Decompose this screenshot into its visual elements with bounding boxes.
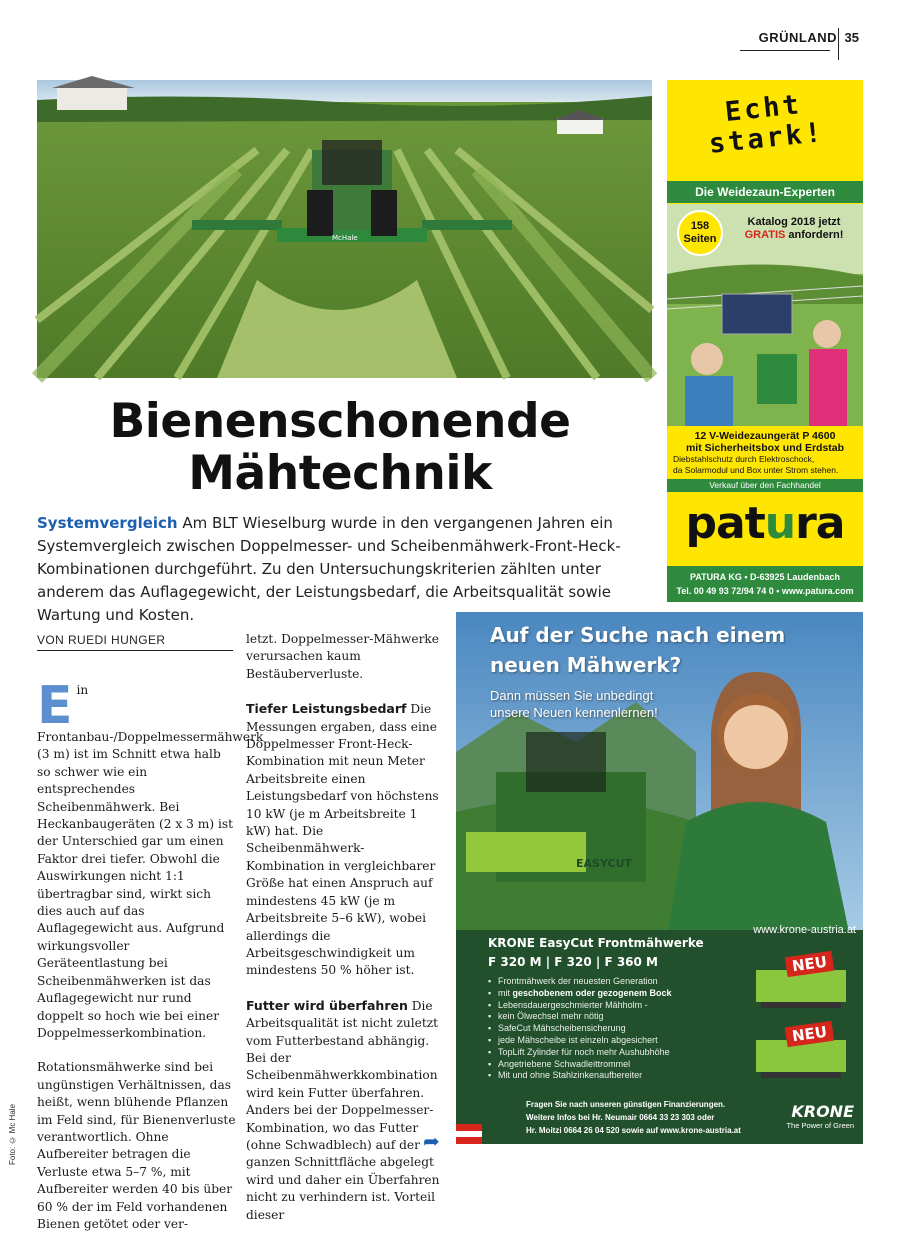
list-item: ▪ Mit und ohne Stahlzinkenaufbereiter (488, 1070, 728, 1082)
paragraph (246, 700, 442, 980)
paragraph-text: in Frontanbau-/Doppelmessermähwerk (3 m) ist im Schnitt etwa halb so schwer wie ein entsprechendes Scheibenmähwerk. Bei Heckanbaugeräten (2 x 3 m) ist der Unterschied gar um einen Faktor drei tiefer. Obwohl die Auswirkungen nicht 1:1 übertragbar sind, wirkt sich dies auch auf das Auflagegewicht aus. Aufgrund wirkungsvoller Geräteentlastung bei Scheibenmähwerken ist das Auflagegewicht nur rund doppelt so hoch wie bei einer Doppelmesserkombination. (37, 683, 264, 1040)
paragraph (246, 997, 442, 1224)
ad-band: Die Weidezaun-Experten (667, 181, 863, 203)
sub-line-2: unsere Neuen kennenlernen! (490, 705, 658, 720)
header-divider (838, 28, 839, 60)
austria-flag-icon (456, 1124, 482, 1144)
badge-label: Seiten (683, 233, 717, 245)
photo-credit: Foto: © Mc Hale (8, 1103, 17, 1165)
product-note-2: da Solarmodul und Box unter Strom stehen. (673, 465, 839, 475)
section-underline (740, 50, 830, 51)
product-name: KRONE EasyCut Frontmähwerke (488, 936, 704, 950)
article-column-2 (246, 631, 442, 1241)
badge-number: 158 (690, 220, 710, 232)
list-item: ▪ SafeCut Mähscheibensicherung (488, 1023, 728, 1035)
tractor-mowing-photo (37, 80, 652, 378)
product-models: F 320 M | F 320 | F 360 M (488, 955, 658, 969)
product-extra: mit Sicherheitsbox und Erdstab (685, 442, 845, 454)
subheading: Tiefer Leistungsbedarf (246, 701, 407, 717)
product-title (488, 934, 704, 972)
finance-line-2: Weitere Infos bei Hr. Neumair 0664 33 23 303 oder (526, 1113, 715, 1122)
promo-highlight: GRATIS (744, 229, 786, 241)
ad-contact (667, 566, 863, 602)
drop-cap: E (37, 676, 73, 736)
headline-line-1: Auf der Suche nach einem (490, 623, 786, 647)
list-item: ▪ kein Ölwechsel mehr nötig (488, 1011, 728, 1023)
article-title (60, 396, 620, 500)
section-label: GRÜNLAND (758, 30, 837, 45)
list-item: ▪ Lebensdauergeschmierter Mähholm - (488, 1000, 728, 1012)
headline-line-2: neuen Mähwerk? (490, 653, 682, 677)
dealer-note: Verkauf über den Fachhandel (667, 479, 863, 492)
paragraph (37, 676, 264, 1042)
slogan-line-2: stark! (707, 116, 826, 160)
article-lead (37, 512, 657, 627)
page-number: 35 (844, 30, 859, 45)
promo-line-1: Katalog 2018 jetzt (747, 216, 841, 228)
catalog-promo (729, 216, 859, 242)
list-item: ▪ jede Mähscheibe ist einzeln abgesichert (488, 1035, 728, 1047)
byline: VON RUEDI HUNGER (37, 633, 233, 651)
paragraph-text: Die Messungen ergaben, dass eine Doppelmesser Front-Heck-Kombination mit neun Meter Arbeitsbreite einen Leistungsbedarf von höchstens 10 kW (je m Arbeitsbreite 1 kW) hat. Die Scheibenmähwerk-Kombination in vergleichbarer Größe hat einen Anspruch auf mindestens 45 kW (je m Arbeitsbreite 5–6 kW), wobei allerdings die Arbeitsgeschwindigkeit um mindestens 50 % höher ist. (246, 702, 439, 978)
finance-line-3: Hr. Moitzi 0664 26 04 520 sowie auf www.krone-austria.at (526, 1126, 741, 1135)
sub-line-1: Dann müssen Sie unbedingt (490, 688, 654, 703)
new-badge: NEU (785, 951, 834, 977)
lead-text: Am BLT Wieselburg wurde in den vergangenen Jahren ein Systemvergleich zwischen Doppelmesser- und Scheibenmähwerk-Front-Heck-Kombinationen durchgeführt. Zu den Untersuchungskriterien zählten unter anderem das Auflagegewicht, der Leistungsbedarf, die Arbeitsqualität sowie Wartung und Kosten. (37, 514, 621, 624)
new-badge: NEU (785, 1021, 834, 1047)
slogan-line-1: Echt (723, 89, 804, 129)
paragraph-text: Die Arbeitsqualität ist nicht zuletzt vom Futterbestand abhängig. Bei der Scheibenmähwerkkombination wird kein Futter überfahren. Anders bei der Doppelmesser-Kombination, wo das Futter (ohne Schwadblech) auf der ganzen Schnittfläche abgelegt wird und daher ein Überfahren nicht zu verhindern ist. Vorteil dieser (246, 998, 440, 1222)
article-column-1 (37, 676, 264, 1250)
krone-logo: KRONE (791, 1102, 854, 1121)
contact-address: PATURA KG • D-63925 Laudenbach (689, 572, 840, 582)
arrow-right-icon: ➦ (423, 1129, 440, 1153)
machine-label: EASYCUT (576, 857, 633, 870)
title-line-1: Bienenschonende (109, 394, 571, 449)
contact-phone-web: Tel. 00 49 93 72/94 74 0 • www.patura.com (676, 586, 854, 596)
subheading: Futter wird überfahren (246, 997, 408, 1013)
list-item: ▪ Frontmähwerk der neuesten Generation (488, 976, 728, 988)
photo-brand-label: McHale (332, 234, 358, 242)
paragraph: letzt. Doppelmesser-Mähwerke verursachen kaum Bestäuberverluste. (246, 632, 439, 681)
patura-logo: patura (685, 498, 845, 549)
list-item: ▪ TopLift Zylinder für noch mehr Aushubhöhe (488, 1047, 728, 1059)
krone-url: www.krone-austria.at (753, 924, 856, 936)
promo-line-2: anfordern! (785, 229, 844, 241)
list-item: ▪ mit geschobenem oder gezogenem Bock (488, 988, 728, 1000)
ad-slogan (664, 84, 865, 164)
krone-advertisement (456, 612, 863, 1144)
catalog-pages-badge (677, 210, 723, 256)
lead-keyword: Systemvergleich (37, 514, 178, 532)
finance-line-1: Fragen Sie nach unseren günstigen Finanzierungen. (526, 1100, 726, 1109)
list-item: ▪ Angetriebene Schwadleittrommel (488, 1059, 728, 1071)
krone-tagline: The Power of Green (786, 1121, 854, 1130)
title-line-2: Mähtechnik (188, 446, 492, 501)
product-info (667, 426, 863, 480)
ad-subheadline (490, 687, 700, 721)
ad-headline (490, 620, 820, 680)
product-note-1: Diebstahlschutz durch Elektroschock, (673, 454, 815, 464)
patura-advertisement (667, 80, 863, 602)
product-name: 12 V-Weidezaungerät P 4600 (694, 430, 836, 442)
paragraph: Rotationsmähwerke sind bei ungünstigen Verhältnissen, das heißt, wenn blühende Pflanzen im Feld sind, für Bienenverluste verantwortlich. Ohne Aufbereiter betragen die Verluste etwa 5–7 %, mit Aufbereiter werden 40 bis über 60 % der im Feld vorhandenen Bienen getötet oder ver- (37, 1060, 236, 1231)
feature-list (488, 976, 728, 1082)
financing-info (526, 1098, 746, 1137)
